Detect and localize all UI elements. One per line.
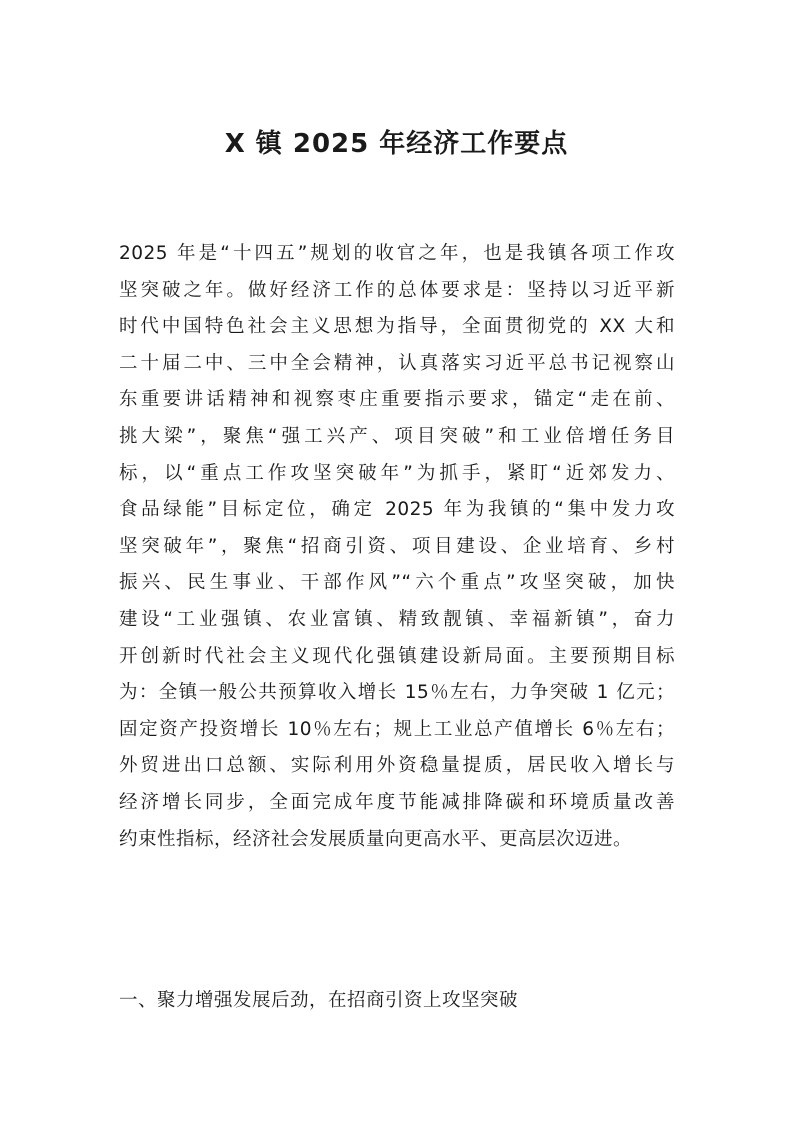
paragraph-line: 2025 年是“十四五”规划的收官之年，也是我镇各项工作攻	[119, 243, 675, 264]
paragraph-line: 外贸进出口总额、实际利用外资稳量提质，居民收入增长与	[119, 755, 675, 777]
paragraph-line: 约束性指标，经济社会发展质量向更高水平、更高层次迈进。	[119, 828, 633, 850]
paragraph-line: 为：全镇一般公共预算收入增长 15％左右，力争突破 1 亿元；	[119, 682, 675, 704]
paragraph-line: 标，以“重点工作攻坚突破年”为抓手，紧盯“近郊发力、	[119, 462, 675, 484]
paragraph-line: 坚突破之年。做好经济工作的总体要求是：坚持以习近平新	[119, 279, 675, 301]
paragraph-line: 坚突破年”，聚焦“招商引资、项目建设、企业培育、乡村	[119, 535, 675, 557]
document-title: X 镇 2025 年经济工作要点	[224, 129, 569, 159]
paragraph-line: 东重要讲话精神和视察枣庄重要指示要求，锚定“走在前、	[119, 389, 675, 411]
paragraph-line: 振兴、民生事业、干部作风”“六个重点”攻坚突破，加快	[119, 572, 675, 594]
paragraph-line: 挑大梁”，聚焦“强工兴产、项目突破”和工业倍增任务目	[119, 425, 675, 447]
paragraph-line: 时代中国特色社会主义思想为指导，全面贯彻党的 XX 大和	[119, 316, 675, 338]
section-heading: 一、聚力增强发展后劲，在招商引资上攻坚突破	[119, 990, 519, 1011]
paragraph-line: 开创新时代社会主义现代化强镇建设新局面。主要预期目标	[119, 645, 675, 667]
paragraph-line: 食品绿能”目标定位，确定 2025 年为我镇的“集中发力攻	[119, 499, 675, 521]
paragraph-line: 经济增长同步，全面完成年度节能减排降碳和环境质量改善	[119, 791, 675, 813]
paragraph-line: 二十届二中、三中全会精神，认真落实习近平总书记视察山	[119, 352, 675, 374]
paragraph-line: 建设“工业强镇、农业富镇、精致靓镇、幸福新镇”，奋力	[119, 608, 675, 630]
paragraph-line: 固定资产投资增长 10％左右；规上工业总产值增长 6％左右；	[119, 718, 675, 740]
intro-paragraph	[119, 236, 675, 858]
